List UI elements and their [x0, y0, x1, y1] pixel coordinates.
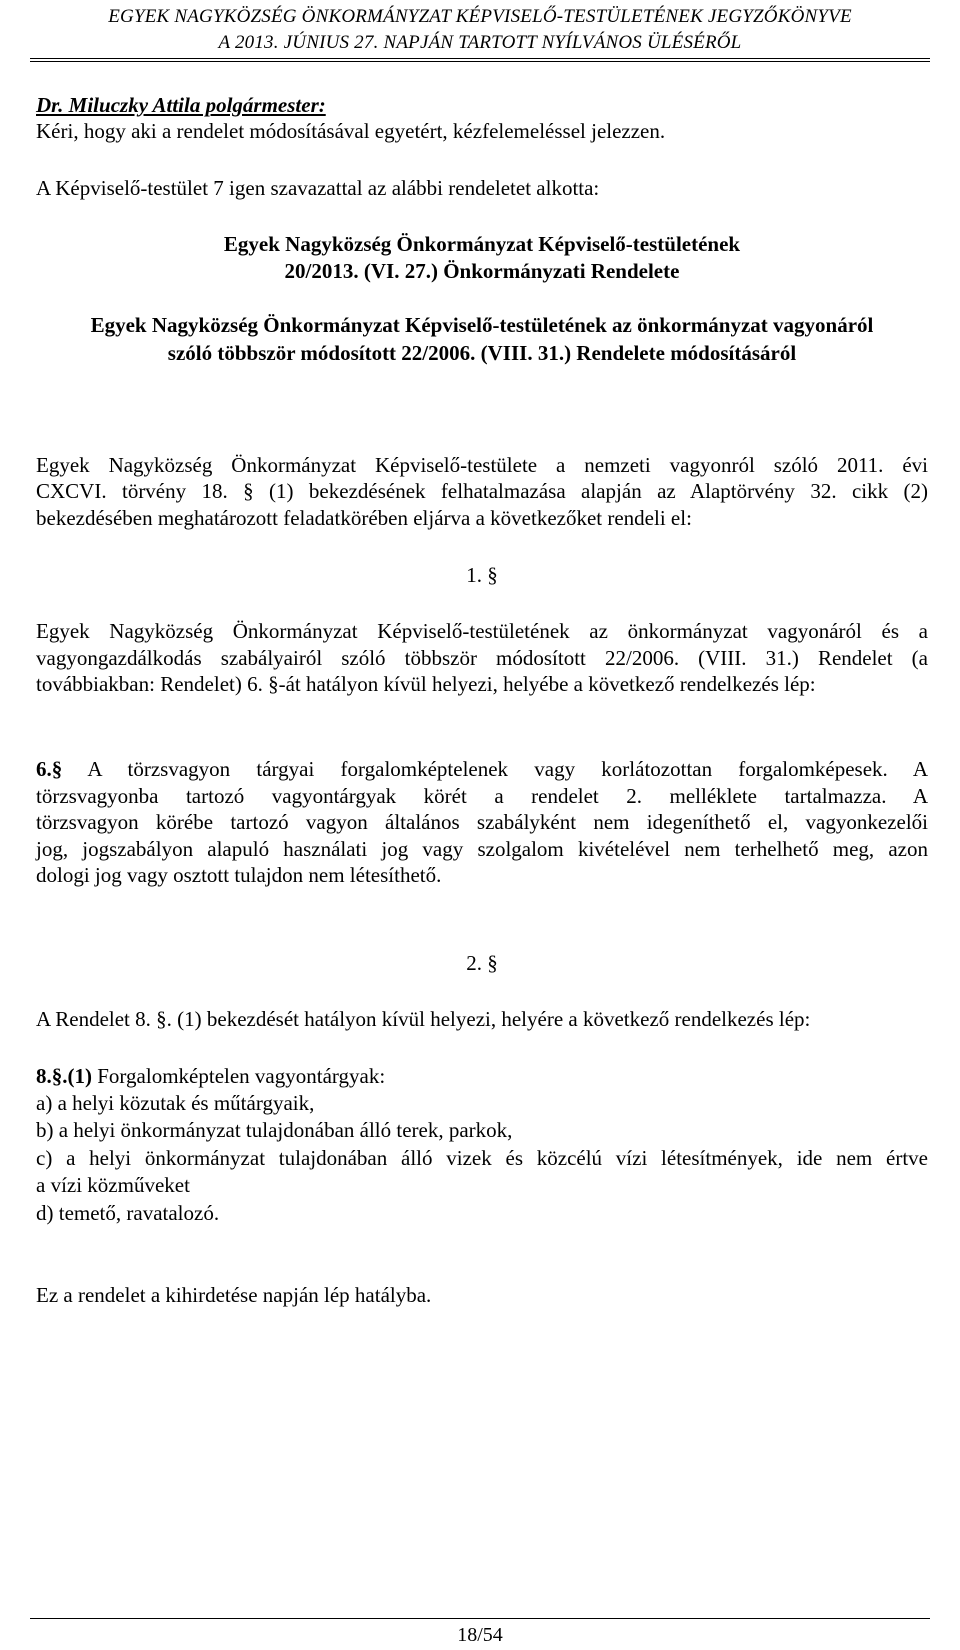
para-8-label: 8.§.(1) [36, 1064, 92, 1088]
header-rule-top [30, 58, 930, 59]
page-number: 18/54 [457, 1624, 503, 1646]
para-6-line-2: törzsvagyonba tartozó vagyontárgyak körét a rendelet 2. melléklete tartalmazza. A [36, 784, 928, 808]
preamble-line-3: bekezdésében meghatározott feladatkörében eljárva a következőket rendeli el: [36, 506, 692, 530]
section-1-line-2: vagyongazdálkodás szabályairól szóló többször módosított 22/2006. (VIII. 31.) Rendelet (a [36, 646, 928, 670]
para-6-line-4: jog, jogszabályon alapuló használati jog vagy szolgalom kivételével nem terhelhető meg, azon [36, 837, 928, 861]
closing-statement: Ez a rendelet a kihirdetése napján lép hatályba. [36, 1283, 432, 1307]
speaker-text: Kéri, hogy aki a rendelet módosításával egyetért, kézfelemeléssel jelezzen. [36, 119, 666, 143]
decree-title-line-1: Egyek Nagyközség Önkormányzat Képviselő-testületének [223, 232, 741, 256]
para-6-line-1 [36, 756, 928, 782]
decree-subject-line-2: szóló többször módosított 22/2006. (VIII. 31.) Rendelete módosításáról [167, 341, 797, 365]
para-8-item-a: a) a helyi közutak és műtárgyaik, [36, 1091, 315, 1115]
speaker-name: Dr. Miluczky Attila polgármester: [36, 93, 326, 117]
section-1-line-1: Egyek Nagyközség Önkormányzat Képviselő-testületének az önkormányzat vagyonáról és a [36, 619, 928, 643]
para-8-intro-line [36, 1063, 385, 1089]
para-8-intro: Forgalomképtelen vagyontárgyak: [97, 1064, 386, 1088]
page-header [0, 4, 960, 56]
para-8-item-d: d) temető, ravatalozó. [36, 1201, 220, 1225]
preamble-line-1: Egyek Nagyközség Önkormányzat Képviselő-testülete a nemzeti vagyonról szóló 2011. évi [36, 453, 928, 477]
vote-result: A Képviselő-testület 7 igen szavazattal az alábbi rendeletet alkotta: [36, 176, 600, 200]
para-8-item-b: b) a helyi önkormányzat tulajdonában álló terek, parkok, [36, 1118, 513, 1142]
para-6-line-5: dologi jog vagy osztott tulajdon nem létesíthető. [36, 863, 442, 887]
para-6-line-3: törzsvagyon körébe tartozó vagyon általános szabályként nem idegeníthető el, vagyonkezelői [36, 810, 928, 834]
section-2-heading: 2. § [466, 951, 498, 975]
para-6-label: 6.§ [36, 757, 63, 781]
header-rule-bottom [30, 61, 930, 62]
preamble-line-2: CXCVI. törvény 18. § (1) bekezdésének felhatalmazása alapján az Alaptörvény 32. cikk (2) [36, 479, 928, 503]
decree-title-line-2: 20/2013. (VI. 27.) Önkormányzati Rendelete [284, 259, 680, 283]
section-1-heading: 1. § [466, 563, 498, 587]
section-2-text: A Rendelet 8. §. (1) bekezdését hatályon kívül helyezi, helyére a következő rendelkezés lép: [36, 1007, 811, 1031]
header-line-2: A 2013. JÚNIUS 27. NAPJÁN TARTOTT NYÍLVÁNOS ÜLÉSÉRŐL [218, 32, 742, 53]
para-8-item-c-line-2: a vízi közműveket [36, 1173, 190, 1197]
header-line-1: EGYEK NAGYKÖZSÉG ÖNKORMÁNYZAT KÉPVISELŐ-TESTÜLETÉNEK JEGYZŐKÖNYVE [108, 6, 852, 27]
decree-subject-line-1: Egyek Nagyközség Önkormányzat Képviselő-testületének az önkormányzat vagyonáról [90, 313, 874, 337]
footer-rule [30, 1618, 930, 1619]
para-6-text-1: A törzsvagyon tárgyai forgalomképtelenek vagy korlátozottan forgalomképesek. A [87, 757, 928, 781]
section-1-line-3: továbbiakban: Rendelet) 6. §-át hatályon kívül helyezi, helyébe a következő rendelkezés lép: [36, 672, 816, 696]
para-8-item-c-line-1: c) a helyi önkormányzat tulajdonában álló vizek és közcélú vízi létesítmények, ide nem értve [36, 1146, 928, 1170]
